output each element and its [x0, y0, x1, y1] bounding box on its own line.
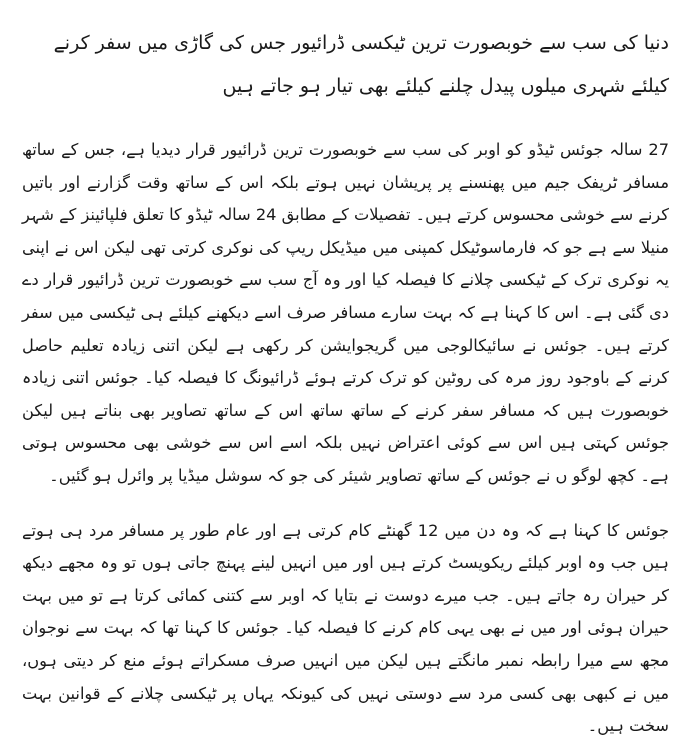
article-paragraph-1: 27 سالہ جوئس ٹیڈو کو اوبر کی سب سے خوبصورت ترین ڈرائیور قرار دیدیا ہے، جس کے ساتھ مسافر ٹریفک جیم میں پھنسنے پر پریشان نہیں ہوتے بلکہ اس کے ساتھ وقت گزارنے اور باتیں کرنے سے خوشی محسوس کرتے ہیں۔ تفصیلات کے مطابق 24 سالہ ٹیڈو کا تعلق فلپائینز کے شہر منیلا سے ہے جو کہ فارماسوٹیکل کمپنی میں میڈیکل ریپ کی نوکری کرتی تھی لیکن اس نے اپنی یہ نوکری ترک کے ٹیکسی چلانے کا فیصلہ کیا اور وہ آج سب سے خوبصورت ترین ڈرائیور قرار دے دی گئی ہے۔ اس کا کہنا ہے کہ بہت سارے مسافر صرف اسے دیکھنے کیلئے ہی ٹیکسی میں سفر کرتے ہیں۔ جوئس نے سائیکالوجی میں گریجوایشن کر رکھی ہے لیکن اتنی زیادہ تعلیم حاصل کرنے کے باوجود روز مرہ کی روٹین کو ترک کرتے ہوئے ڈرائیونگ کا فیصلہ کیا۔ جوئس اتنی زیادہ خوبصورت ہیں کہ مسافر سفر کرنے کے ساتھ ساتھ اس کے ساتھ تصاویر بھی بناتے ہیں لیکن جوئس کہتی ہیں اس سے کوئی اعتراض نہیں بلکہ اسے اس سے خوشی بھی محسوس ہوتی ہے۔ کچھ لوگو ں نے جوئس کے ساتھ تصاویر شیئر کی جو کہ سوشل میڈیا پر وائرل ہو گئیں۔	[22, 140, 669, 485]
article-headline: دنیا کی سب سے خوبصورت ترین ٹیکسی ڈرائیور جس کی گاڑی میں سفر کرنے کیلئے شہری میلوں پیدل چلنے کیلئے بھی تیار ہو جاتے ہیں	[53, 32, 669, 97]
article-paragraph-2: جوئس کا کہنا ہے کہ وہ دن میں 12 گھنٹے کام کرتی ہے اور عام طور پر مسافر مرد ہی ہوتے ہیں جب وہ اوبر کیلئے ریکویسٹ کرتے ہیں اور میں انہیں لینے پہنچ جاتی ہوں تو وہ مجھے دیکھ کر حیران رہ جاتے ہیں۔ جب میرے دوست نے بتایا کہ اوبر سے کتنی کمائی کرتا ہے تو میں بہت حیران ہوئی اور میں نے بھی یہی کام کرنے کا فیصلہ کیا۔ جوئس کا کہنا تھا کہ بہت سے نوجوان مجھ سے میرا رابطہ نمبر مانگتے ہیں لیکن میں انہیں صرف مسکراتے ہوئے منع کر دیتی ہوں، میں نے کبھی بھی کسی مرد سے دوستی نہیں کی کیونکہ یہاں پر ٹیکسی چلانے کے قوانین بہت سخت ہیں۔	[22, 520, 669, 736]
